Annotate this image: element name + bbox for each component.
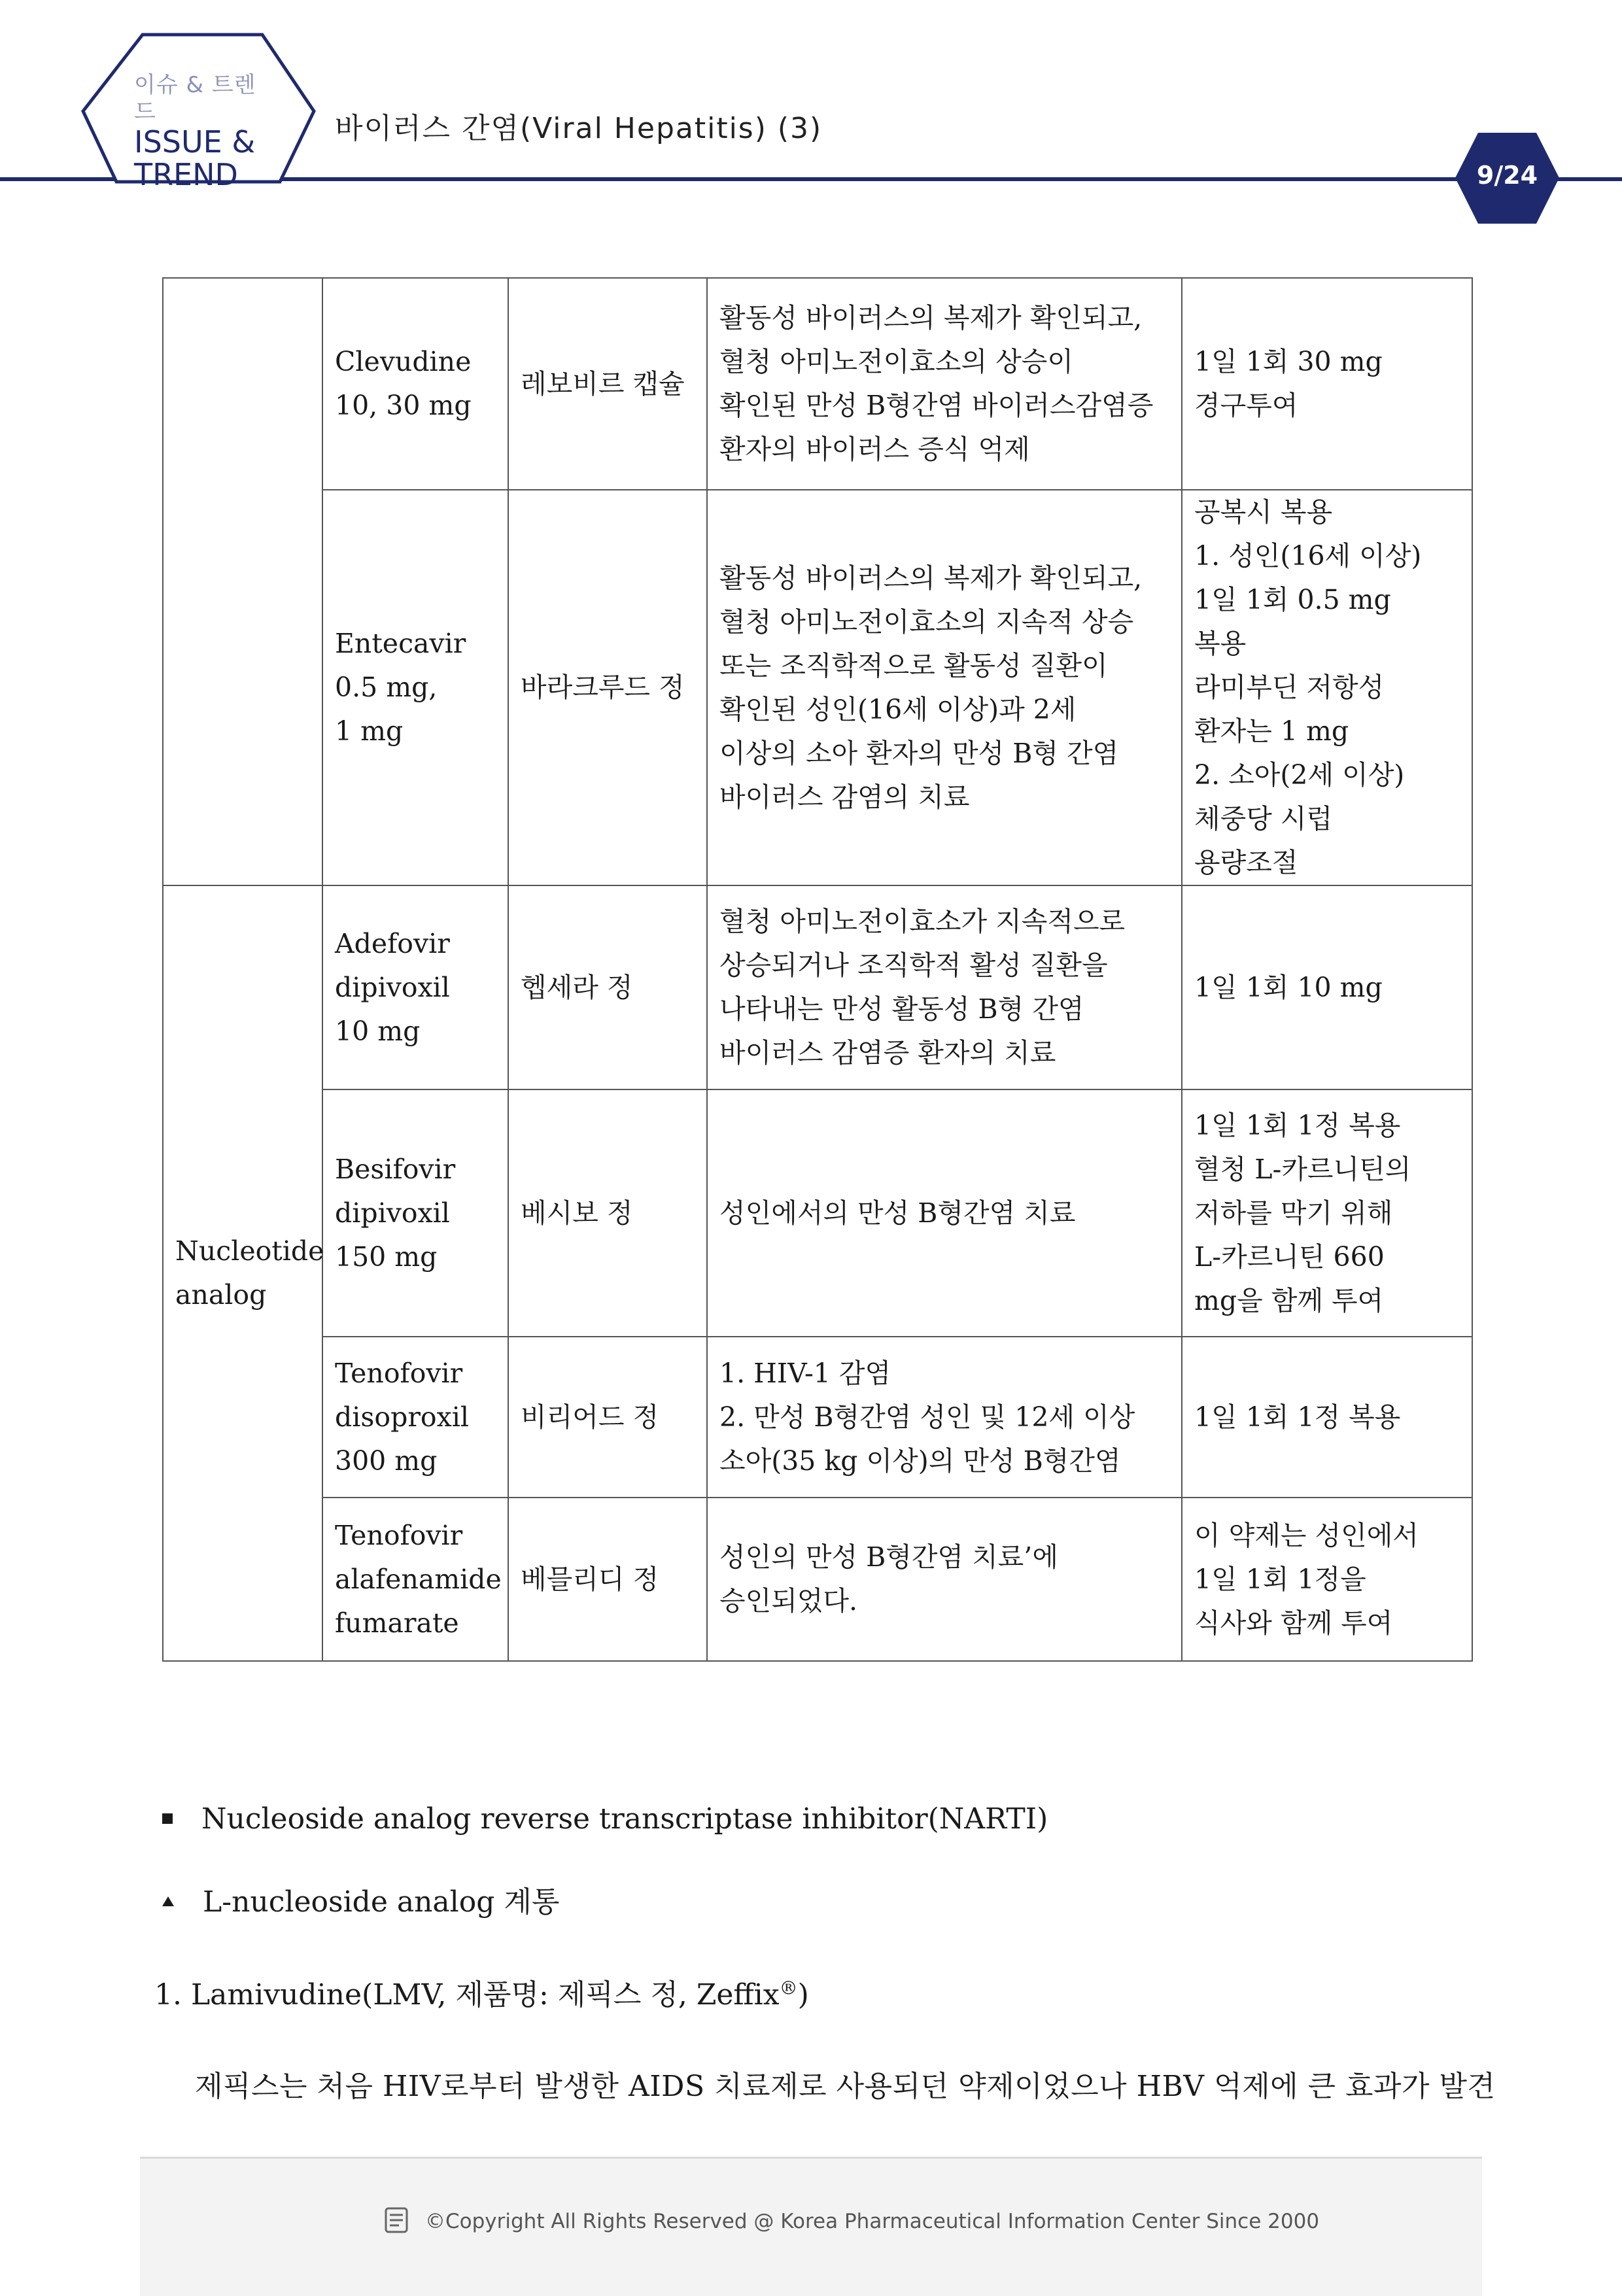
indication-cell: 활동성 바이러스의 복제가 확인되고, 혈청 아미노전이효소의 상승이 확인된 만성 B형간염 바이러스감염증 환자의 바이러스 증식 억제 [707,278,1182,490]
drug-name-cell: Besifovir dipivoxil 150 mg [322,1089,508,1337]
logo-line-1: ISSUE & [134,124,256,160]
drug-class-cell [163,278,322,885]
dosage-cell: 이 약제는 성인에서 1일 1회 1정을 식사와 함께 투여 [1182,1498,1472,1661]
square-bullet-icon [162,1813,173,1824]
bullet-narti [162,1802,1048,1836]
kpic-emblem-icon [382,2206,411,2235]
dosage-cell: 공복시 복용 1. 성인(16세 이상) 1일 1회 0.5 mg 복용 라미부딘 저항성 환자는 1 mg 2. 소아(2세 이상) 체중당 시럽 용량조절 [1182,490,1472,885]
registered-mark: ® [779,1977,798,1999]
logo-text [134,72,278,192]
drug-name-cell: Tenofovir disoproxil 300 mg [322,1337,508,1498]
footer [140,2157,1482,2296]
product-name-cell: 베믈리디 정 [508,1498,707,1661]
indication-cell: 성인의 만성 B형간염 치료’에 승인되었다. [707,1498,1182,1661]
indication-cell: 혈청 아미노전이효소가 지속적으로 상승되거나 조직학적 활성 질환을 나타내는 만성 활동성 B형 간염 바이러스 감염증 환자의 치료 [707,885,1182,1089]
table-row [163,1337,1472,1498]
indication-cell: 1. HIV-1 감염 2. 만성 B형간염 성인 및 12세 이상 소아(35 kg 이상)의 만성 B형간염 [707,1337,1182,1498]
body-paragraph: 제픽스는 처음 HIV로부터 발생한 AIDS 치료제로 사용되던 약제이었으나 HBV 억제에 큰 효과가 발견 [195,2070,1496,2103]
table-row [163,278,1472,490]
drug-name-cell: Entecavir 0.5 mg, 1 mg [322,490,508,885]
drug-name-cell: Clevudine 10, 30 mg [322,278,508,490]
table-row [163,885,1472,1089]
dosage-cell: 1일 1회 1정 복용 [1182,1337,1472,1498]
page-number: 9/24 [1476,161,1538,190]
section-heading-end: ) [797,1978,809,2012]
logo-line-2: TREND [134,157,238,193]
table-row [163,1089,1472,1337]
table-row [163,490,1472,885]
bullet-narti-text: Nucleoside analog reverse transcriptase inhibitor(NARTI) [201,1802,1048,1836]
triangle-bullet-icon [162,1896,174,1906]
bullet-l-nucleoside [162,1878,559,1920]
dosage-cell: 1일 1회 10 mg [1182,885,1472,1089]
dosage-cell: 1일 1회 1정 복용 혈청 L-카르니틴의 저하를 막기 위해 L-카르니틴 660 mg을 함께 투여 [1182,1089,1472,1337]
indication-cell: 성인에서의 만성 B형간염 치료 [707,1089,1182,1337]
product-name-cell: 비리어드 정 [508,1337,707,1498]
table-row [163,1498,1472,1661]
logo-kicker: 이슈 & 트렌드 [134,72,256,125]
drug-class-cell: Nucleotide analog [163,885,322,1661]
section-heading [154,1971,809,2013]
dosage-cell: 1일 1회 30 mg 경구투여 [1182,278,1472,490]
document-title: 바이러스 간염(Viral Hepatitis) (3) [335,112,823,145]
drug-table [162,277,1473,1662]
section-heading-text: 1. Lamivudine(LMV, 제품명: 제픽스 정, Zeffix [154,1978,780,2012]
bullet-l-nucleoside-text: L-nucleoside analog 계통 [203,1885,560,1919]
product-name-cell: 베시보 정 [508,1089,707,1337]
copyright-text: ©Copyright All Rights Reserved @ Korea Pharmaceutical Information Center Since 2000 [425,2210,1320,2233]
drug-name-cell: Adefovir dipivoxil 10 mg [322,885,508,1089]
drug-name-cell: Tenofovir alafenamide fumarate [322,1498,508,1661]
product-name-cell: 헵세라 정 [508,885,707,1089]
indication-cell: 활동성 바이러스의 복제가 확인되고, 혈청 아미노전이효소의 지속적 상승 또는 조직학적으로 활동성 질환이 확인된 성인(16세 이상)과 2세 이상의 소아 환자의 만성 B형 간염 바이러스 감염의 치료 [707,490,1182,885]
product-name-cell: 바라크루드 정 [508,490,707,885]
product-name-cell: 레보비르 캡슐 [508,278,707,490]
